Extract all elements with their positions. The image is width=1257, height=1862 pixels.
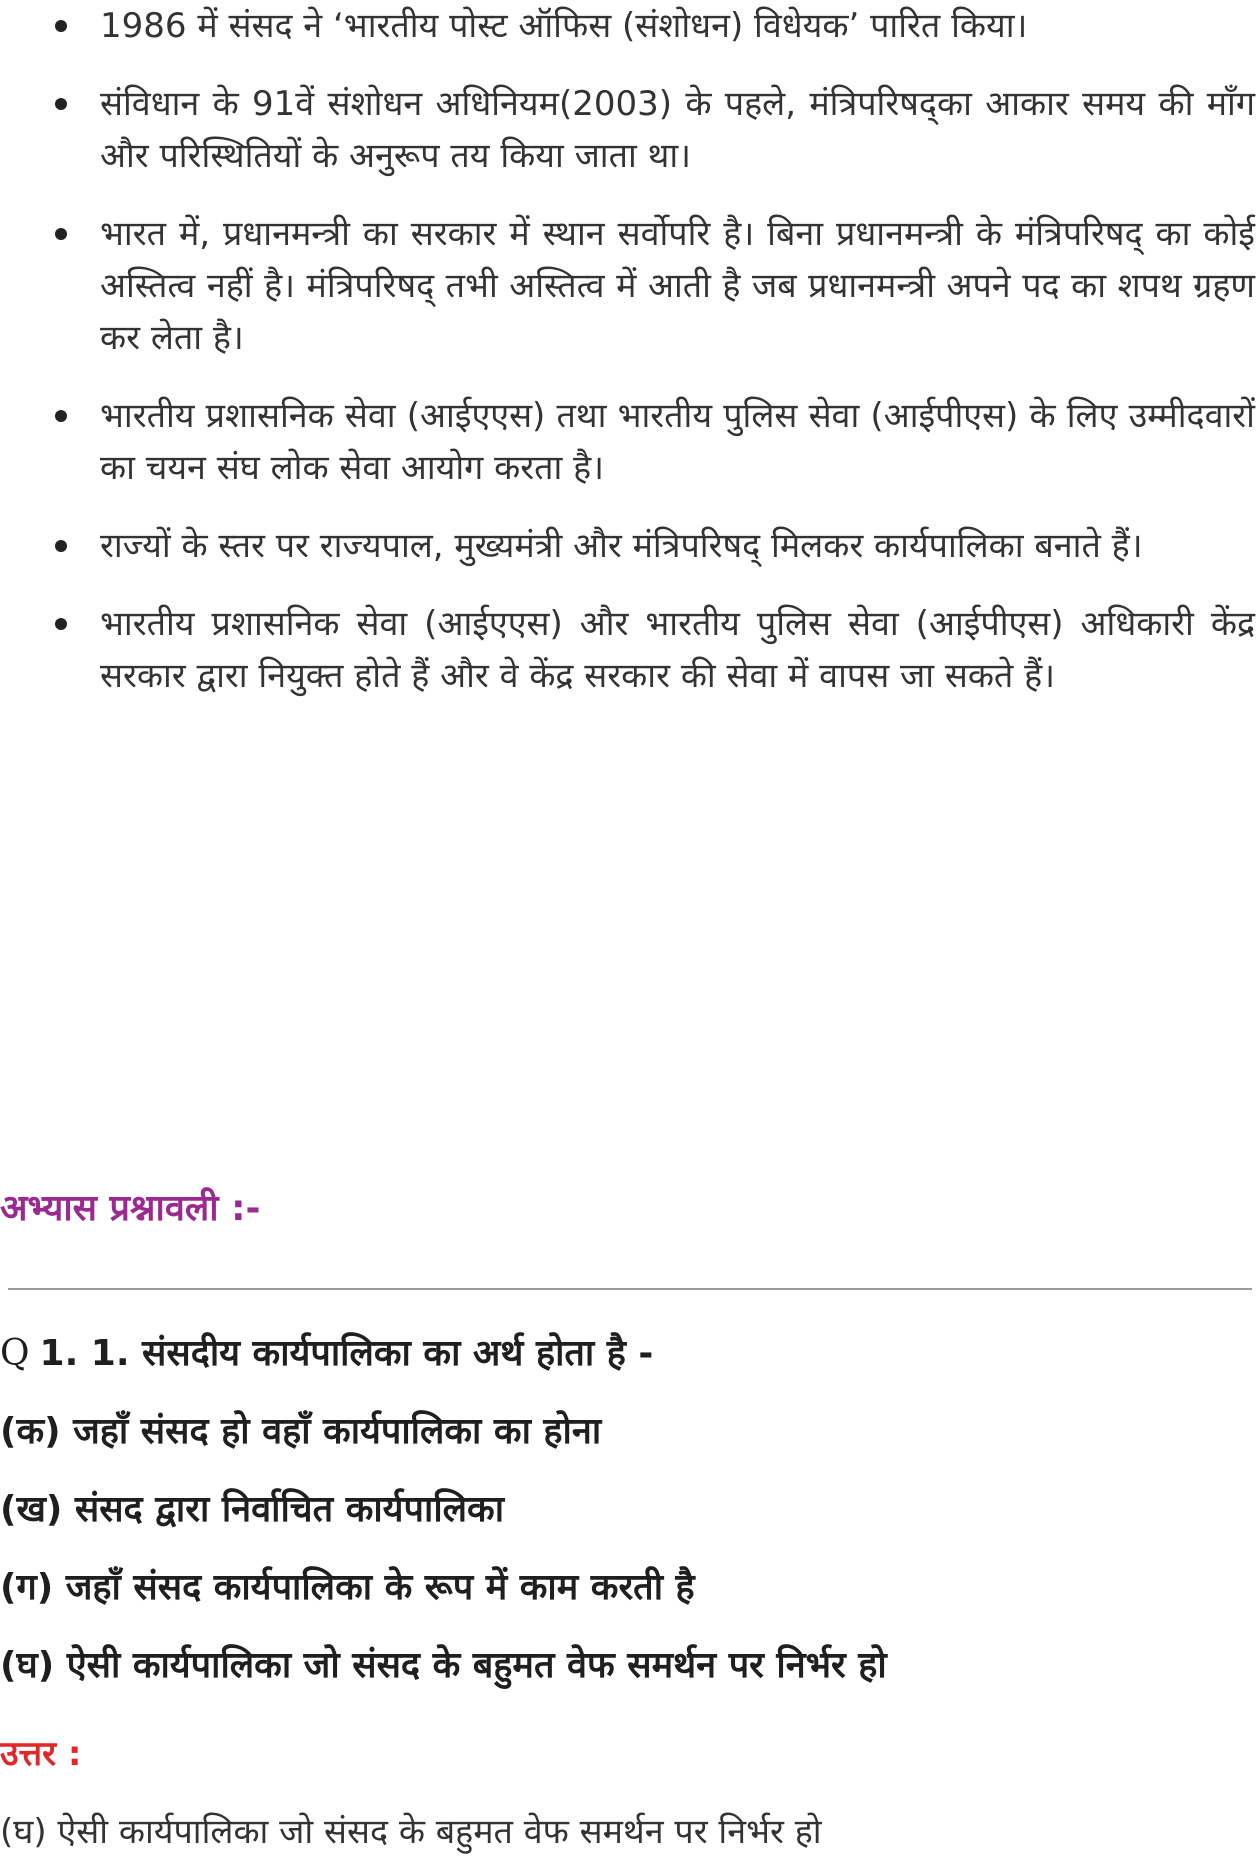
question-block: [0, 1330, 1250, 1720]
bullet-text: 1986 में संसद ने ‘भारतीय पोस्ट ऑफिस (संशोधन) विधेयक’ पारित किया।: [100, 6, 1028, 46]
bullet-icon: [55, 410, 67, 422]
bullet-icon: [55, 98, 67, 110]
divider: [8, 1288, 1252, 1290]
list-item: [45, 0, 1255, 52]
list-item: [45, 598, 1255, 702]
bullet-text: संविधान के 91वें संशोधन अधिनियम(2003) के पहले, मंत्रिपरिषद्का आकार समय की माँग और परिस्थितियों के अनुरूप तय किया जाता था।: [100, 84, 1255, 176]
question-heading: [0, 1330, 1250, 1378]
bullet-icon: [55, 618, 67, 630]
section-title: अभ्यास प्रश्नावली :-: [0, 1188, 261, 1229]
bullet-text: भारतीय प्रशासनिक सेवा (आईएएस) और भारतीय पुलिस सेवा (आईपीएस) अधिकारी केंद्र सरकार द्वारा नियुक्त होते हैं और वे केंद्र सरकार की सेवा में वापस जा सकते हैं।: [100, 604, 1255, 696]
bullet-text: राज्यों के स्तर पर राज्यपाल, मुख्यमंत्री और मंत्रिपरिषद् मिलकर कार्यपालिका बनाते हैं।: [100, 526, 1143, 566]
option-gha: (घ) ऐसी कार्यपालिका जो संसद के बहुमत वेफ समर्थन पर निर्भर हो: [0, 1645, 887, 1686]
bullet-icon: [55, 20, 67, 32]
option-ga: (ग) जहाँ संसद कार्यपालिका के रूप में काम करती है: [0, 1567, 695, 1608]
answer-label: उत्तर :: [0, 1734, 82, 1774]
list-item: [45, 520, 1255, 572]
question-text: 1. 1. संसदीय कार्यपालिका का अर्थ होता है -: [39, 1333, 654, 1374]
bullet-icon: [55, 228, 67, 240]
bullet-icon: [55, 540, 67, 552]
list-item: [45, 390, 1255, 494]
bullet-list: [45, 0, 1255, 728]
answer-text: (घ) ऐसी कार्यपालिका जो संसद के बहुमत वेफ समर्थन पर निर्भर हो: [0, 1812, 822, 1852]
bullet-text: भारतीय प्रशासनिक सेवा (आईएएस) तथा भारतीय पुलिस सेवा (आईपीएस) के लिए उम्मीदवारों का चयन संघ लोक सेवा आयोग करता है।: [100, 396, 1255, 488]
list-item: [45, 208, 1255, 364]
list-item: [45, 78, 1255, 182]
bullet-text: भारत में, प्रधानमन्त्री का सरकार में स्थान सर्वोपरि है। बिना प्रधानमन्त्री के मंत्रिपरिषद् का कोई अस्तित्व नहीं है। मंत्रिपरिषद् तभी अस्तित्व में आती है जब प्रधानमन्त्री अपने पद का शपथ ग्रहण कर लेता है।: [100, 214, 1255, 358]
question-prefix: Q: [0, 1333, 30, 1374]
option-ka: (क) जहाँ संसद हो वहाँ कार्यपालिका का होना: [0, 1411, 602, 1452]
option-kha: (ख) संसद द्वारा निर्वाचित कार्यपालिका: [0, 1489, 505, 1530]
